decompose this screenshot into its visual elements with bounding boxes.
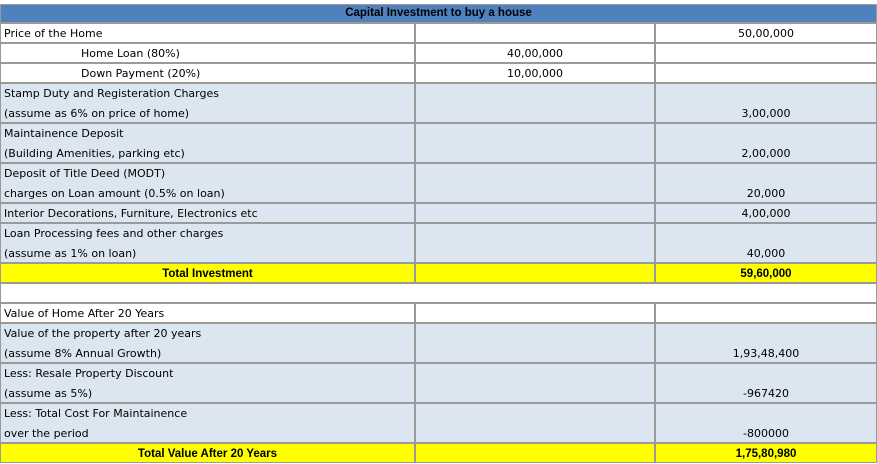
total-value: 1,75,80,980 xyxy=(735,448,797,460)
resale-label-line2: (assume as 5%) xyxy=(4,387,93,400)
stamp-total-cell[interactable] xyxy=(655,83,877,123)
modt-label-cell[interactable] xyxy=(0,163,415,203)
loan-total-cell[interactable] xyxy=(655,43,877,63)
modt-total: 20,000 xyxy=(746,187,786,200)
total-value-mid-cell[interactable] xyxy=(415,443,655,463)
maint-total-cell[interactable] xyxy=(655,123,877,163)
maint-label-cell[interactable] xyxy=(0,123,415,163)
processing-label-cell[interactable] xyxy=(0,223,415,263)
price-mid-cell[interactable] xyxy=(415,23,655,43)
processing-label-line1: Loan Processing fees and other charges xyxy=(4,227,224,240)
interior-label: Interior Decorations, Furniture, Electronics etc xyxy=(4,207,258,220)
maint-mid-cell[interactable] xyxy=(415,123,655,163)
total-investment-value: 59,60,000 xyxy=(740,268,792,280)
maint-label-line2: (Building Amenities, parking etc) xyxy=(4,147,185,160)
price-label-cell[interactable] xyxy=(0,23,415,43)
maintcost-label-cell[interactable] xyxy=(0,403,415,443)
maint-total: 2,00,000 xyxy=(741,147,791,160)
maintcost-total-cell[interactable] xyxy=(655,403,877,443)
loan-label: Home Loan (80%) xyxy=(81,47,180,60)
property-total: 1,93,48,400 xyxy=(732,347,800,360)
value-heading: Value of Home After 20 Years xyxy=(4,307,165,320)
property-mid-cell[interactable] xyxy=(415,323,655,363)
total-value-label: Total Value After 20 Years xyxy=(137,448,278,460)
property-label-cell[interactable] xyxy=(0,323,415,363)
total-value-cell[interactable] xyxy=(655,443,877,463)
stamp-label-cell[interactable] xyxy=(0,83,415,123)
stamp-label-line1: Stamp Duty and Registeration Charges xyxy=(4,87,219,100)
stamp-label-line2: (assume as 6% on price of home) xyxy=(4,107,190,120)
interior-total: 4,00,000 xyxy=(741,207,791,220)
down-amount-cell[interactable] xyxy=(415,63,655,83)
stamp-mid-cell[interactable] xyxy=(415,83,655,123)
modt-label-line2: charges on Loan amount (0.5% on loan) xyxy=(4,187,225,200)
down-label-cell[interactable] xyxy=(0,63,415,83)
maintcost-label-line1: Less: Total Cost For Maintainence xyxy=(4,407,188,420)
down-amount: 10,00,000 xyxy=(507,67,563,80)
stamp-total: 3,00,000 xyxy=(741,107,791,120)
price-label: Price of the Home xyxy=(4,27,103,40)
price-total: 50,00,000 xyxy=(738,27,794,40)
interior-mid-cell[interactable] xyxy=(415,203,655,223)
total-investment-label: Total Investment xyxy=(162,268,253,280)
resale-label-line1: Less: Resale Property Discount xyxy=(4,367,174,380)
blank-row[interactable] xyxy=(0,283,877,303)
maintcost-label-line2: over the period xyxy=(4,427,89,440)
value-heading-cell[interactable] xyxy=(0,303,415,323)
interior-label-cell[interactable] xyxy=(0,203,415,223)
processing-total-cell[interactable] xyxy=(655,223,877,263)
total-investment-label-cell[interactable] xyxy=(0,263,415,283)
interior-total-cell[interactable] xyxy=(655,203,877,223)
loan-amount-cell[interactable] xyxy=(415,43,655,63)
property-total-cell[interactable] xyxy=(655,323,877,363)
loan-label-cell[interactable] xyxy=(0,43,415,63)
resale-total: -967420 xyxy=(743,387,789,400)
down-total-cell[interactable] xyxy=(655,63,877,83)
maint-label-line1: Maintainence Deposit xyxy=(4,127,124,140)
value-heading-mid-cell[interactable] xyxy=(415,303,655,323)
loan-amount: 40,00,000 xyxy=(507,47,563,60)
total-value-label-cell[interactable] xyxy=(0,443,415,463)
resale-mid-cell[interactable] xyxy=(415,363,655,403)
property-label-line1: Value of the property after 20 years xyxy=(4,327,202,340)
processing-label-line2: (assume as 1% on loan) xyxy=(4,247,137,260)
processing-total: 40,000 xyxy=(746,247,786,260)
down-label: Down Payment (20%) xyxy=(81,67,201,80)
total-investment-mid-cell[interactable] xyxy=(415,263,655,283)
maintcost-mid-cell[interactable] xyxy=(415,403,655,443)
sheet-title-text: Capital Investment to buy a house xyxy=(345,7,532,19)
price-total-cell[interactable] xyxy=(655,23,877,43)
modt-label-line1: Deposit of Title Deed (MODT) xyxy=(4,167,166,180)
property-label-line2: (assume 8% Annual Growth) xyxy=(4,347,162,360)
value-heading-total-cell[interactable] xyxy=(655,303,877,323)
resale-total-cell[interactable] xyxy=(655,363,877,403)
processing-mid-cell[interactable] xyxy=(415,223,655,263)
total-investment-cell[interactable] xyxy=(655,263,877,283)
sheet-title[interactable] xyxy=(0,4,877,23)
modt-mid-cell[interactable] xyxy=(415,163,655,203)
maintcost-total: -800000 xyxy=(743,427,789,440)
modt-total-cell[interactable] xyxy=(655,163,877,203)
resale-label-cell[interactable] xyxy=(0,363,415,403)
